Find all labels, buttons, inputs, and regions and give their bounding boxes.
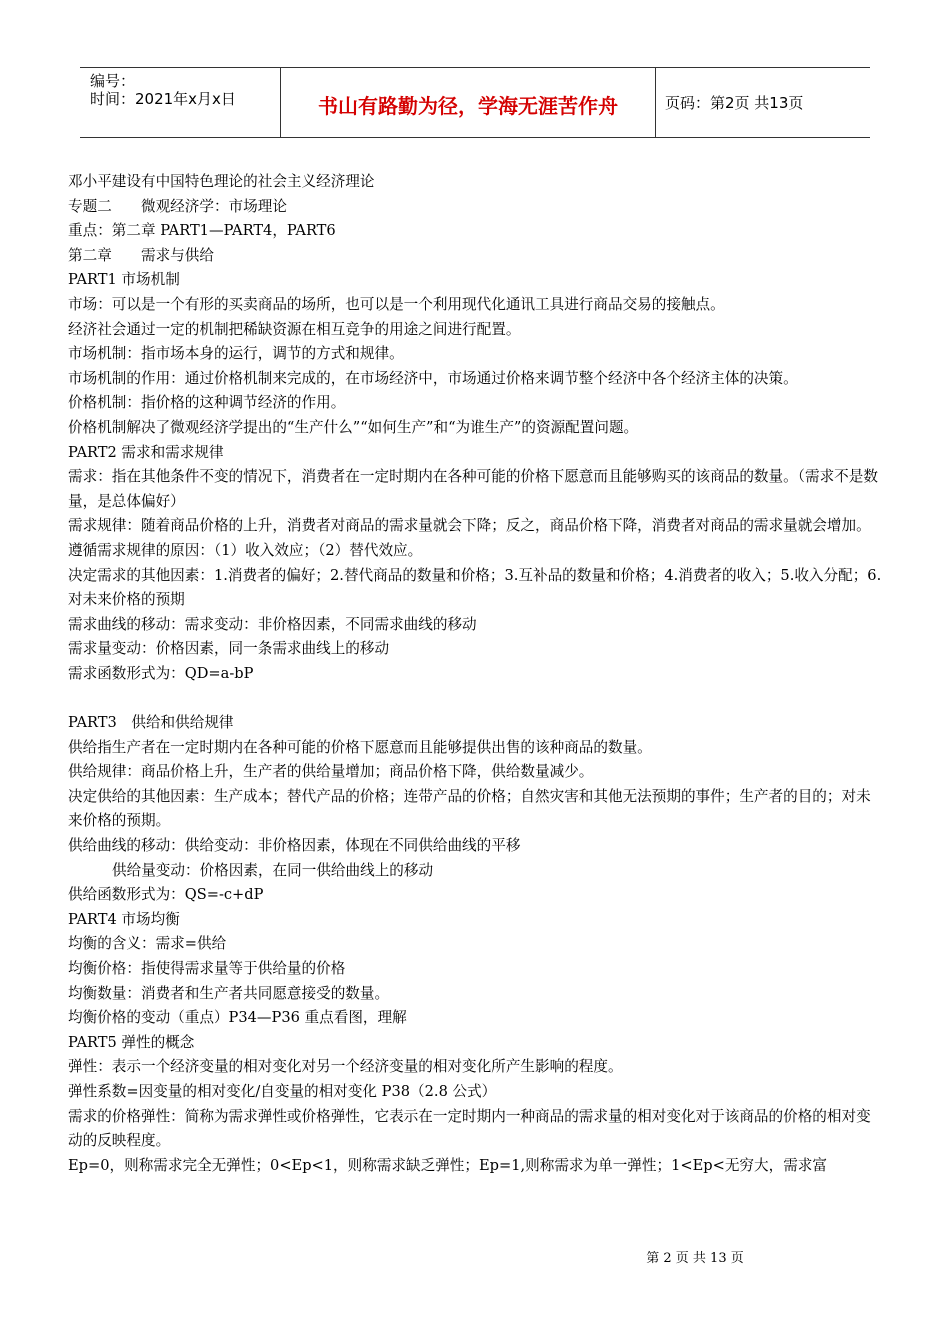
paragraph: 决定供给的其他因素：生产成本；替代产品的价格；连带产品的价格；自然灾害和其他无法预期的事件；生产者的目的；对未来价格的预期。 <box>68 787 871 830</box>
doc-title: 邓小平建设有中国特色理论的社会主义经济理论 <box>68 173 375 190</box>
part1-heading: PART1 市场机制 <box>68 271 180 289</box>
paragraph: 需求：指在其他条件不变的情况下，消费者在一定时期内在各种可能的价格下愿意而且能够购买的该商品的数量。（需求不是数量，是总体偏好） <box>68 468 878 510</box>
paragraph: 遵循需求规律的原因：（1）收入效应；（2）替代效应。 <box>68 541 423 559</box>
part4-heading: PART4 市场均衡 <box>68 910 180 928</box>
part5-heading: PART5 弹性的概念 <box>68 1033 195 1051</box>
paragraph: 需求函数形式为：QD=a-bP <box>68 664 254 682</box>
paragraph: 均衡价格的变动（重点）P34—P36 重点看图，理解 <box>68 1009 407 1027</box>
document-header <box>80 67 870 138</box>
paragraph: 需求规律：随着商品价格的上升，消费者对商品的需求量就会下降；反之，商品价格下降，消费者对商品的需求量就会增加。 <box>68 517 871 535</box>
page-footer: 第 2 页 共 13 页 <box>646 1251 744 1266</box>
paragraph: 市场机制的作用：通过价格机制来完成的，在市场经济中，市场通过价格来调节整个经济中各个经济主体的决策。 <box>68 369 798 387</box>
time-label: 时间：2021年x月x日 <box>90 90 236 108</box>
paragraph: 价格机制解决了微观经济学提出的“生产什么”“如何生产”和“为谁生产”的资源配置问题。 <box>68 418 639 436</box>
paragraph: 市场机制：指市场本身的运行，调节的方式和规律。 <box>68 345 404 363</box>
paragraph: 决定需求的其他因素：1.消费者的偏好；2.替代商品的数量和价格；3.互补品的数量和价格；4.消费者的收入；5.收入分配；6.对未来价格的预期 <box>68 566 882 609</box>
header-left-cell <box>80 68 280 137</box>
paragraph: 市场：可以是一个有形的买卖商品的场所，也可以是一个利用现代化通讯工具进行商品交易的接触点。 <box>68 295 725 313</box>
paragraph: 供给函数形式为：QS=-c+dP <box>68 886 264 904</box>
page-number-label: 页码：第2页 共13页 <box>665 94 804 112</box>
header-motto-cell <box>280 68 656 137</box>
part3-heading: PART3 供给和供给规律 <box>68 714 234 732</box>
paragraph: Ep=0，则称需求完全无弹性；0<Ep<1，则称需求缺乏弹性；Ep=1,则称需求为单一弹性；1<Ep<无穷大，需求富 <box>68 1156 827 1174</box>
paragraph: 供给规律：商品价格上升，生产者的供给量增加；商品价格下降，供给数量减少。 <box>68 763 594 781</box>
serial-label: 编号： <box>90 72 136 90</box>
paragraph: 弹性系数=因变量的相对变化/自变量的相对变化 P38（2.8 公式） <box>68 1082 497 1100</box>
document-body <box>68 170 883 1178</box>
key-points: 重点：第二章 PART1—PART4，PART6 <box>68 222 336 240</box>
paragraph: 供给指生产者在一定时期内在各种可能的价格下愿意而且能够提供出售的该种商品的数量。 <box>68 738 652 756</box>
paragraph: 价格机制：指价格的这种调节经济的作用。 <box>68 394 346 412</box>
paragraph: 供给曲线的移动：供给变动：非价格因素，体现在不同供给曲线的平移 <box>68 837 521 855</box>
paragraph: 均衡的含义：需求=供给 <box>68 935 227 953</box>
chapter-heading: 第二章 需求与供给 <box>68 246 214 264</box>
header-right-cell <box>655 68 870 137</box>
part2-heading: PART2 需求和需求规律 <box>68 443 224 461</box>
paragraph: 均衡价格：指使得需求量等于供给量的价格 <box>68 960 346 977</box>
blank-line <box>68 686 883 711</box>
paragraph: 经济社会通过一定的机制把稀缺资源在相互竞争的用途之间进行配置。 <box>68 320 521 338</box>
paragraph: 弹性：表示一个经济变量的相对变化对另一个经济变量的相对变化所产生影响的程度。 <box>68 1058 623 1076</box>
motto-text: 书山有路勤为径，学海无涯苦作舟 <box>318 94 618 118</box>
paragraph: 需求曲线的移动：需求变动：非价格因素，不同需求曲线的移动 <box>68 615 477 633</box>
paragraph: 需求的价格弹性：简称为需求弹性或价格弹性，它表示在一定时期内一种商品的需求量的相对变化对于该商品的价格的相对变动的反映程度。 <box>68 1107 871 1150</box>
paragraph: 供给量变动：价格因素，在同一供给曲线上的移动 <box>112 861 434 879</box>
paragraph: 均衡数量：消费者和生产者共同愿意接受的数量。 <box>68 984 390 1002</box>
paragraph: 需求量变动：价格因素，同一条需求曲线上的移动 <box>68 640 390 658</box>
topic-heading: 专题二 微观经济学：市场理论 <box>68 197 287 215</box>
